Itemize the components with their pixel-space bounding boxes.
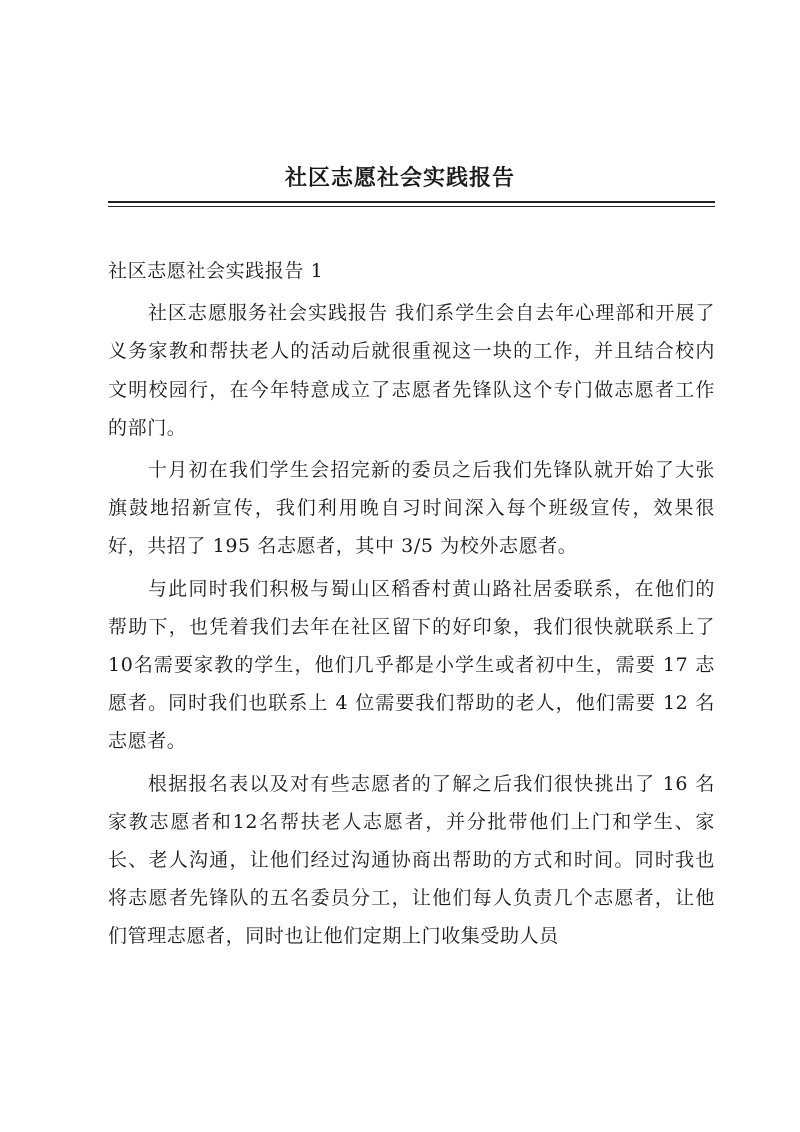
section-heading: 社区志愿社会实践报告 1	[108, 260, 324, 282]
title-rule-thick	[108, 201, 715, 203]
paragraph: 根据报名表以及对有些志愿者的了解之后我们很快挑出了 16 名家教志愿者和12名帮扶老人志愿者，并分批带他们上门和学生、家长、老人沟通，让他们经过沟通协商出帮助的方式和时间。同时我也将志愿者先锋队的五名委员分工，让他们每人负责几个志愿者，让他们管理志愿者，同时也让他们定期上门收集受助人员	[108, 772, 715, 948]
paragraph: 与此同时我们积极与蜀山区稻香村黄山路社居委联系，在他们的帮助下，也凭着我们去年在社区留下的好印象，我们很快就联系上了10名需要家教的学生，他们几乎都是小学生或者初中生，需要 17 志愿者。同时我们也联系上 4 位需要我们帮助的老人，他们需要 12 名志愿者。	[108, 577, 715, 753]
paragraph: 十月初在我们学生会招完新的委员之后我们先锋队就开始了大张旗鼓地招新宣传，我们利用晚自习时间深入每个班级宣传，效果很好，共招了 195 名志愿者，其中 3/5 为校外志愿者。	[108, 459, 715, 558]
document-title: 社区志愿社会实践报告	[284, 165, 515, 191]
title-rule-thin	[108, 206, 715, 207]
document-body	[108, 252, 715, 960]
paragraph: 社区志愿服务社会实践报告 我们系学生会自去年心理部和开展了义务家教和帮扶老人的活动后就很重视这一块的工作，并且结合校内文明校园行，在今年特意成立了志愿者先锋队这个专门做志愿者工作的部门。	[108, 302, 715, 439]
